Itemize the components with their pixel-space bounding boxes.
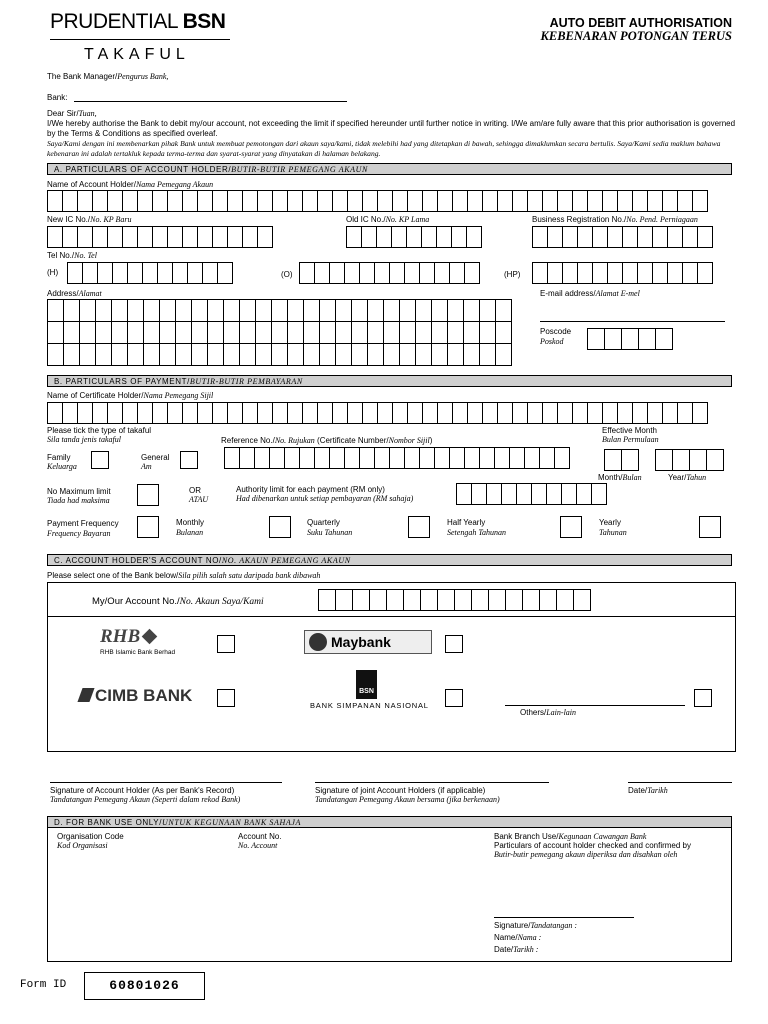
bank-account-label: Account No. bbox=[238, 832, 282, 841]
cimb-checkbox[interactable] bbox=[217, 689, 235, 707]
family-checkbox[interactable] bbox=[91, 451, 109, 469]
brand-name: PRUDENTIAL bbox=[50, 10, 178, 33]
checked-by-label: Particulars of account holder checked and confirmed by bbox=[494, 841, 691, 850]
family-label: Family bbox=[47, 453, 71, 462]
authority-limit-label-ms: Had dibenarkan untuk setiap pembayaran (RM sahaja) bbox=[236, 494, 414, 503]
general-label-ms: Am bbox=[141, 462, 152, 471]
year-label: Year/Tahun bbox=[668, 473, 707, 482]
yearly-label: Yearly bbox=[599, 518, 621, 527]
section-d-header: D. FOR BANK USE ONLY/UNTUK KEGUNAAN BANK SAHAJA bbox=[47, 816, 732, 828]
email-label: E-mail address/Alamat E-mel bbox=[540, 289, 640, 298]
poscode-label: Poscode bbox=[540, 327, 572, 336]
tel-hp-boxes[interactable] bbox=[532, 262, 712, 284]
quarterly-checkbox[interactable] bbox=[408, 516, 430, 538]
date-line[interactable] bbox=[628, 782, 732, 783]
bank-signature-label: Signature/Tandatangan : bbox=[494, 921, 578, 930]
business-reg-label: Business Registration No./No. Pend. Perniagaan bbox=[532, 215, 698, 224]
joint-signature-line[interactable] bbox=[315, 782, 549, 783]
payment-frequency-label: Payment Frequency bbox=[47, 519, 119, 528]
tel-home-boxes[interactable] bbox=[67, 262, 232, 284]
sub-brand: TAKAFUL bbox=[84, 46, 190, 63]
monthly-checkbox[interactable] bbox=[269, 516, 291, 538]
org-code-label-ms: Kod Organisasi bbox=[57, 841, 108, 850]
holder-signature-line[interactable] bbox=[50, 782, 282, 783]
section-b-header: B. PARTICULARS OF PAYMENT/BUTIR-BUTIR PEMBAYARAN bbox=[47, 375, 732, 387]
salutation: Dear Sir/Tuan, bbox=[47, 109, 97, 118]
account-no-boxes[interactable] bbox=[318, 589, 590, 611]
no-max-label: No Maximum limit bbox=[47, 487, 111, 496]
section-c-header: C. ACCOUNT HOLDER'S ACCOUNT NO/NO. AKAUN PEMEGANG AKAUN bbox=[47, 554, 732, 566]
month-label: Month/Bulan bbox=[598, 473, 642, 482]
bsn-logo: BSN bbox=[356, 670, 377, 699]
maybank-logo: Maybank bbox=[304, 630, 432, 654]
account-holder-name-label: Name of Account Holder/Nama Pemegang Akaun bbox=[47, 180, 214, 189]
yearly-label-ms: Tahunan bbox=[599, 528, 627, 537]
new-ic-boxes[interactable] bbox=[47, 226, 272, 248]
others-line[interactable] bbox=[505, 705, 685, 706]
poscode-label-ms: Poskod bbox=[540, 337, 564, 346]
form-title: AUTO DEBIT AUTHORISATION bbox=[549, 16, 732, 30]
bank-name-label: Name/Nama : bbox=[494, 933, 542, 942]
branch-use-label: Bank Branch Use/Kegunaan Cawangan Bank bbox=[494, 832, 647, 841]
addressee: The Bank Manager/Pengurus Bank, bbox=[47, 72, 169, 81]
month-boxes[interactable] bbox=[604, 449, 638, 471]
effective-month-label-ms: Bulan Permulaan bbox=[602, 435, 659, 444]
half-yearly-label: Half Yearly bbox=[447, 518, 486, 527]
quarterly-label-ms: Suku Tahunan bbox=[307, 528, 353, 537]
bank-date-label: Date/Tarikh : bbox=[494, 945, 539, 954]
new-ic-label: New IC No./No. KP Baru bbox=[47, 215, 132, 224]
cert-holder-boxes[interactable] bbox=[47, 402, 707, 424]
checked-by-label-ms: Butir-butir pemegang akaun diperiksa dan disahkan oleh bbox=[494, 850, 678, 859]
half-yearly-checkbox[interactable] bbox=[560, 516, 582, 538]
account-no-label: My/Our Account No./No. Akaun Saya/Kami bbox=[92, 596, 264, 607]
account-holder-name-boxes[interactable] bbox=[47, 190, 707, 212]
takaful-type-label: Please tick the type of takaful bbox=[47, 426, 152, 435]
section-a-header: A. PARTICULARS OF ACCOUNT HOLDER/BUTIR-BUTIR PEMEGANG AKAUN bbox=[47, 163, 732, 175]
yearly-checkbox[interactable] bbox=[699, 516, 721, 538]
maybank-checkbox[interactable] bbox=[445, 635, 463, 653]
year-boxes[interactable] bbox=[655, 449, 723, 471]
reference-boxes[interactable] bbox=[224, 447, 569, 469]
bank-label: Bank: bbox=[47, 93, 68, 102]
general-label: General bbox=[141, 453, 170, 462]
address-label: Address/Alamat bbox=[47, 289, 102, 298]
tel-hp-label: (HP) bbox=[504, 270, 521, 279]
old-ic-label: Old IC No./No. KP Lama bbox=[346, 215, 430, 224]
half-yearly-label-ms: Setengah Tahunan bbox=[447, 528, 507, 537]
date-label: Date/Tarikh bbox=[628, 786, 668, 795]
or-label: OR bbox=[189, 486, 201, 495]
general-checkbox[interactable] bbox=[180, 451, 198, 469]
quarterly-label: Quarterly bbox=[307, 518, 340, 527]
family-label-ms: Keluarga bbox=[47, 462, 77, 471]
authority-limit-label: Authority limit for each payment (RM only) bbox=[236, 485, 385, 494]
bank-account-label-ms: No. Account bbox=[238, 841, 278, 850]
bank-signature-line[interactable] bbox=[494, 917, 634, 918]
reference-label: Reference No./No. Rujukan (Certificate Number/Nombor Sijil) bbox=[221, 436, 433, 445]
authorisation-paragraph: I/We hereby authorise the Bank to debit my/our account, not exceeding the limit if specified hereunder until further notice in writing. I/We am/are fully aware that this prior authorisation is governed by the Terms & Conditions as specified overleaf. bbox=[47, 119, 736, 138]
monthly-label: Monthly bbox=[176, 518, 205, 527]
bsn-label: BANK SIMPANAN NASIONAL bbox=[310, 701, 429, 710]
tel-office-label: (O) bbox=[281, 270, 293, 279]
email-line[interactable] bbox=[540, 321, 725, 322]
tel-label: Tel No./No. Tel bbox=[47, 251, 97, 260]
form-title-ms: KEBENARAN POTONGAN TERUS bbox=[540, 29, 732, 43]
tel-home-label: (H) bbox=[47, 268, 59, 277]
business-reg-boxes[interactable] bbox=[532, 226, 712, 248]
no-max-checkbox[interactable] bbox=[137, 484, 159, 506]
brand-bold: BSN bbox=[182, 10, 226, 33]
old-ic-boxes[interactable] bbox=[346, 226, 481, 248]
takaful-type-label-ms: Sila tanda jenis takaful bbox=[47, 435, 121, 444]
or-label-ms: ATAU bbox=[189, 495, 209, 504]
rhb-checkbox[interactable] bbox=[217, 635, 235, 653]
payment-frequency-label-ms: Frequency Bayaran bbox=[47, 529, 111, 538]
form-id-value: 60801026 bbox=[84, 972, 205, 1000]
holder-signature-label-ms: Tandatangan Pemegang Akaun (Seperti dalam rekod Bank) bbox=[50, 795, 241, 804]
payment-frequency-box[interactable] bbox=[137, 516, 159, 538]
effective-month-label: Effective Month bbox=[602, 426, 657, 435]
cimb-logo: CIMB BANK bbox=[80, 686, 192, 706]
tel-office-boxes[interactable] bbox=[299, 262, 479, 284]
poscode-boxes[interactable] bbox=[587, 328, 672, 350]
authorisation-paragraph-ms: Saya/Kami dengan ini membenarkan pihak Bank untuk membuat pemotongan dari akaun saya/kami, tidak melebihi had yang ditetapkan di bawah, sehingga dimaklumkan secara bertulis. Saya/Kami sedia maklum bahawa kebenaran ini adalah tertakluk kepada terma-terma dan syarat-syarat yang dinyatakan di halaman belakang. bbox=[47, 139, 721, 158]
cert-holder-label: Name of Certificate Holder/Nama Pemegang Sijil bbox=[47, 391, 214, 400]
form-id-label: Form ID bbox=[20, 979, 67, 991]
rhb-subtitle: RHB Islamic Bank Berhad bbox=[100, 649, 176, 656]
authority-limit-boxes[interactable] bbox=[456, 483, 606, 505]
holder-signature-label: Signature of Account Holder (As per Bank's Record) bbox=[50, 786, 235, 795]
joint-signature-label-ms: Tandatangan Pemegang Akaun bersama (jika berkenaan) bbox=[315, 795, 500, 804]
select-bank-label: Please select one of the Bank below/Sila pilih salah satu daripada bank dibawah bbox=[47, 571, 321, 580]
brand-logo bbox=[50, 10, 225, 34]
joint-signature-label: Signature of joint Account Holders (if applicable) bbox=[315, 786, 486, 795]
others-checkbox[interactable] bbox=[694, 689, 712, 707]
org-code-label: Organisation Code bbox=[57, 832, 124, 841]
no-max-label-ms: Tiada had maksima bbox=[47, 496, 110, 505]
bsn-checkbox[interactable] bbox=[445, 689, 463, 707]
rhb-logo: RHB bbox=[100, 626, 155, 648]
others-label: Others/Lain-lain bbox=[520, 708, 577, 717]
bank-name-line[interactable] bbox=[74, 101, 347, 102]
monthly-label-ms: Bulanan bbox=[176, 528, 204, 537]
address-grid[interactable] bbox=[47, 299, 512, 366]
